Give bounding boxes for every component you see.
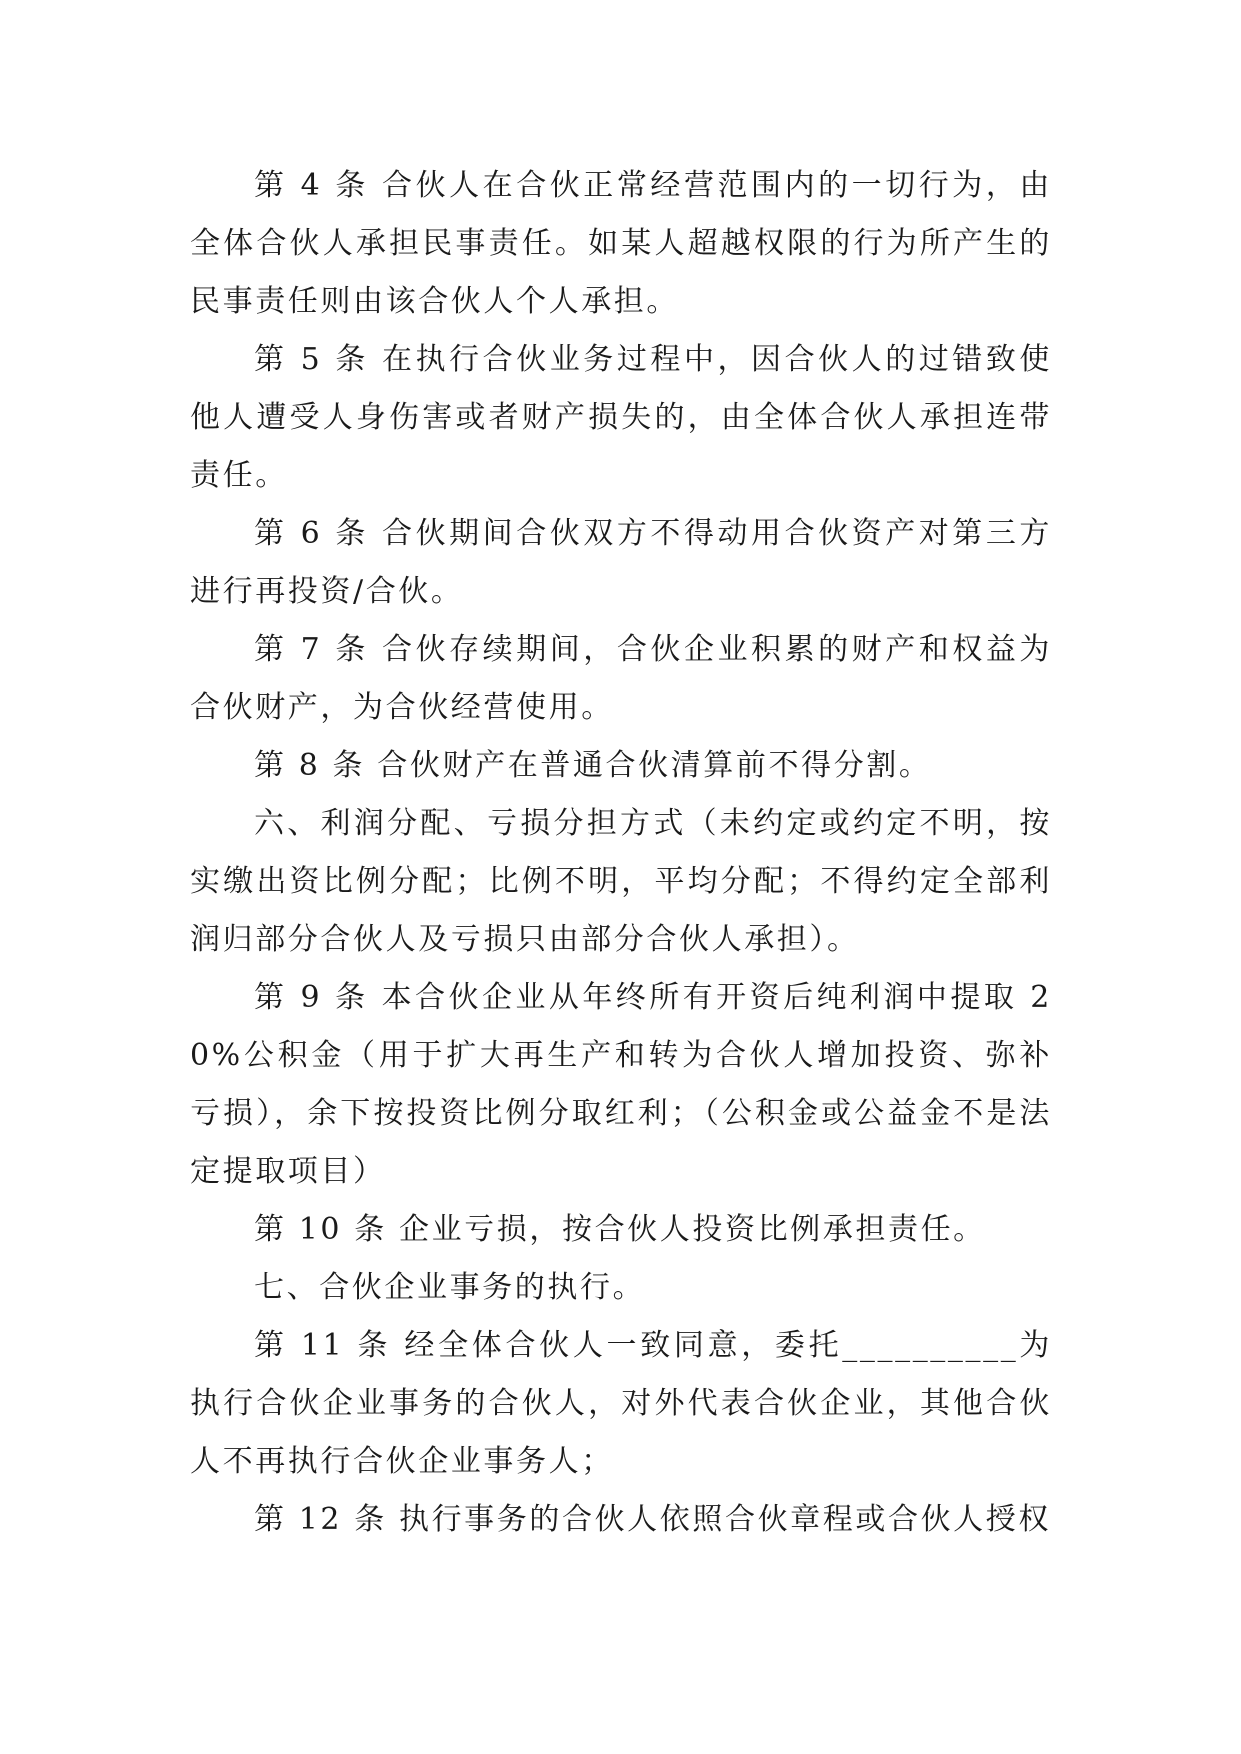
article-11-paragraph: 第 11 条 经全体合伙人一致同意，委托__________为执行合伙企业事务的合伙人，对外代表合伙企业，其他合伙人不再执行合伙企业事务人； bbox=[190, 1328, 1052, 1479]
article-9-paragraph: 第 9 条 本合伙企业从年终所有开资后纯利润中提取 20%公积金（用于扩大再生产和转为合伙人增加投资、弥补亏损），余下按投资比例分取红利；（公积金或公益金不是法定提取项目） bbox=[190, 980, 1052, 1189]
document-body bbox=[190, 157, 1052, 1549]
article-4-paragraph: 第 4 条 合伙人在合伙正常经营范围内的一切行为，由全体合伙人承担民事责任。如某人超越权限的行为所产生的民事责任则由该合伙人个人承担。 bbox=[190, 168, 1052, 319]
section-7-heading-paragraph: 七、合伙企业事务的执行。 bbox=[254, 1270, 646, 1305]
article-8-paragraph: 第 8 条 合伙财产在普通合伙清算前不得分割。 bbox=[254, 748, 932, 783]
article-6-paragraph: 第 6 条 合伙期间合伙双方不得动用合伙资产对第三方进行再投资/合伙。 bbox=[190, 516, 1052, 609]
article-10-paragraph: 第 10 条 企业亏损，按合伙人投资比例承担责任。 bbox=[254, 1212, 986, 1247]
section-6-heading-paragraph: 六、利润分配、亏损分担方式（未约定或约定不明，按实缴出资比例分配；比例不明，平均分配；不得约定全部利润归部分合伙人及亏损只由部分合伙人承担）。 bbox=[190, 806, 1052, 957]
article-5-paragraph: 第 5 条 在执行合伙业务过程中，因合伙人的过错致使他人遭受人身伤害或者财产损失的，由全体合伙人承担连带责任。 bbox=[190, 342, 1052, 493]
article-7-paragraph: 第 7 条 合伙存续期间，合伙企业积累的财产和权益为合伙财产，为合伙经营使用。 bbox=[190, 632, 1052, 725]
article-12-paragraph: 第 12 条 执行事务的合伙人依照合伙章程或合伙人授权 bbox=[254, 1502, 1051, 1537]
